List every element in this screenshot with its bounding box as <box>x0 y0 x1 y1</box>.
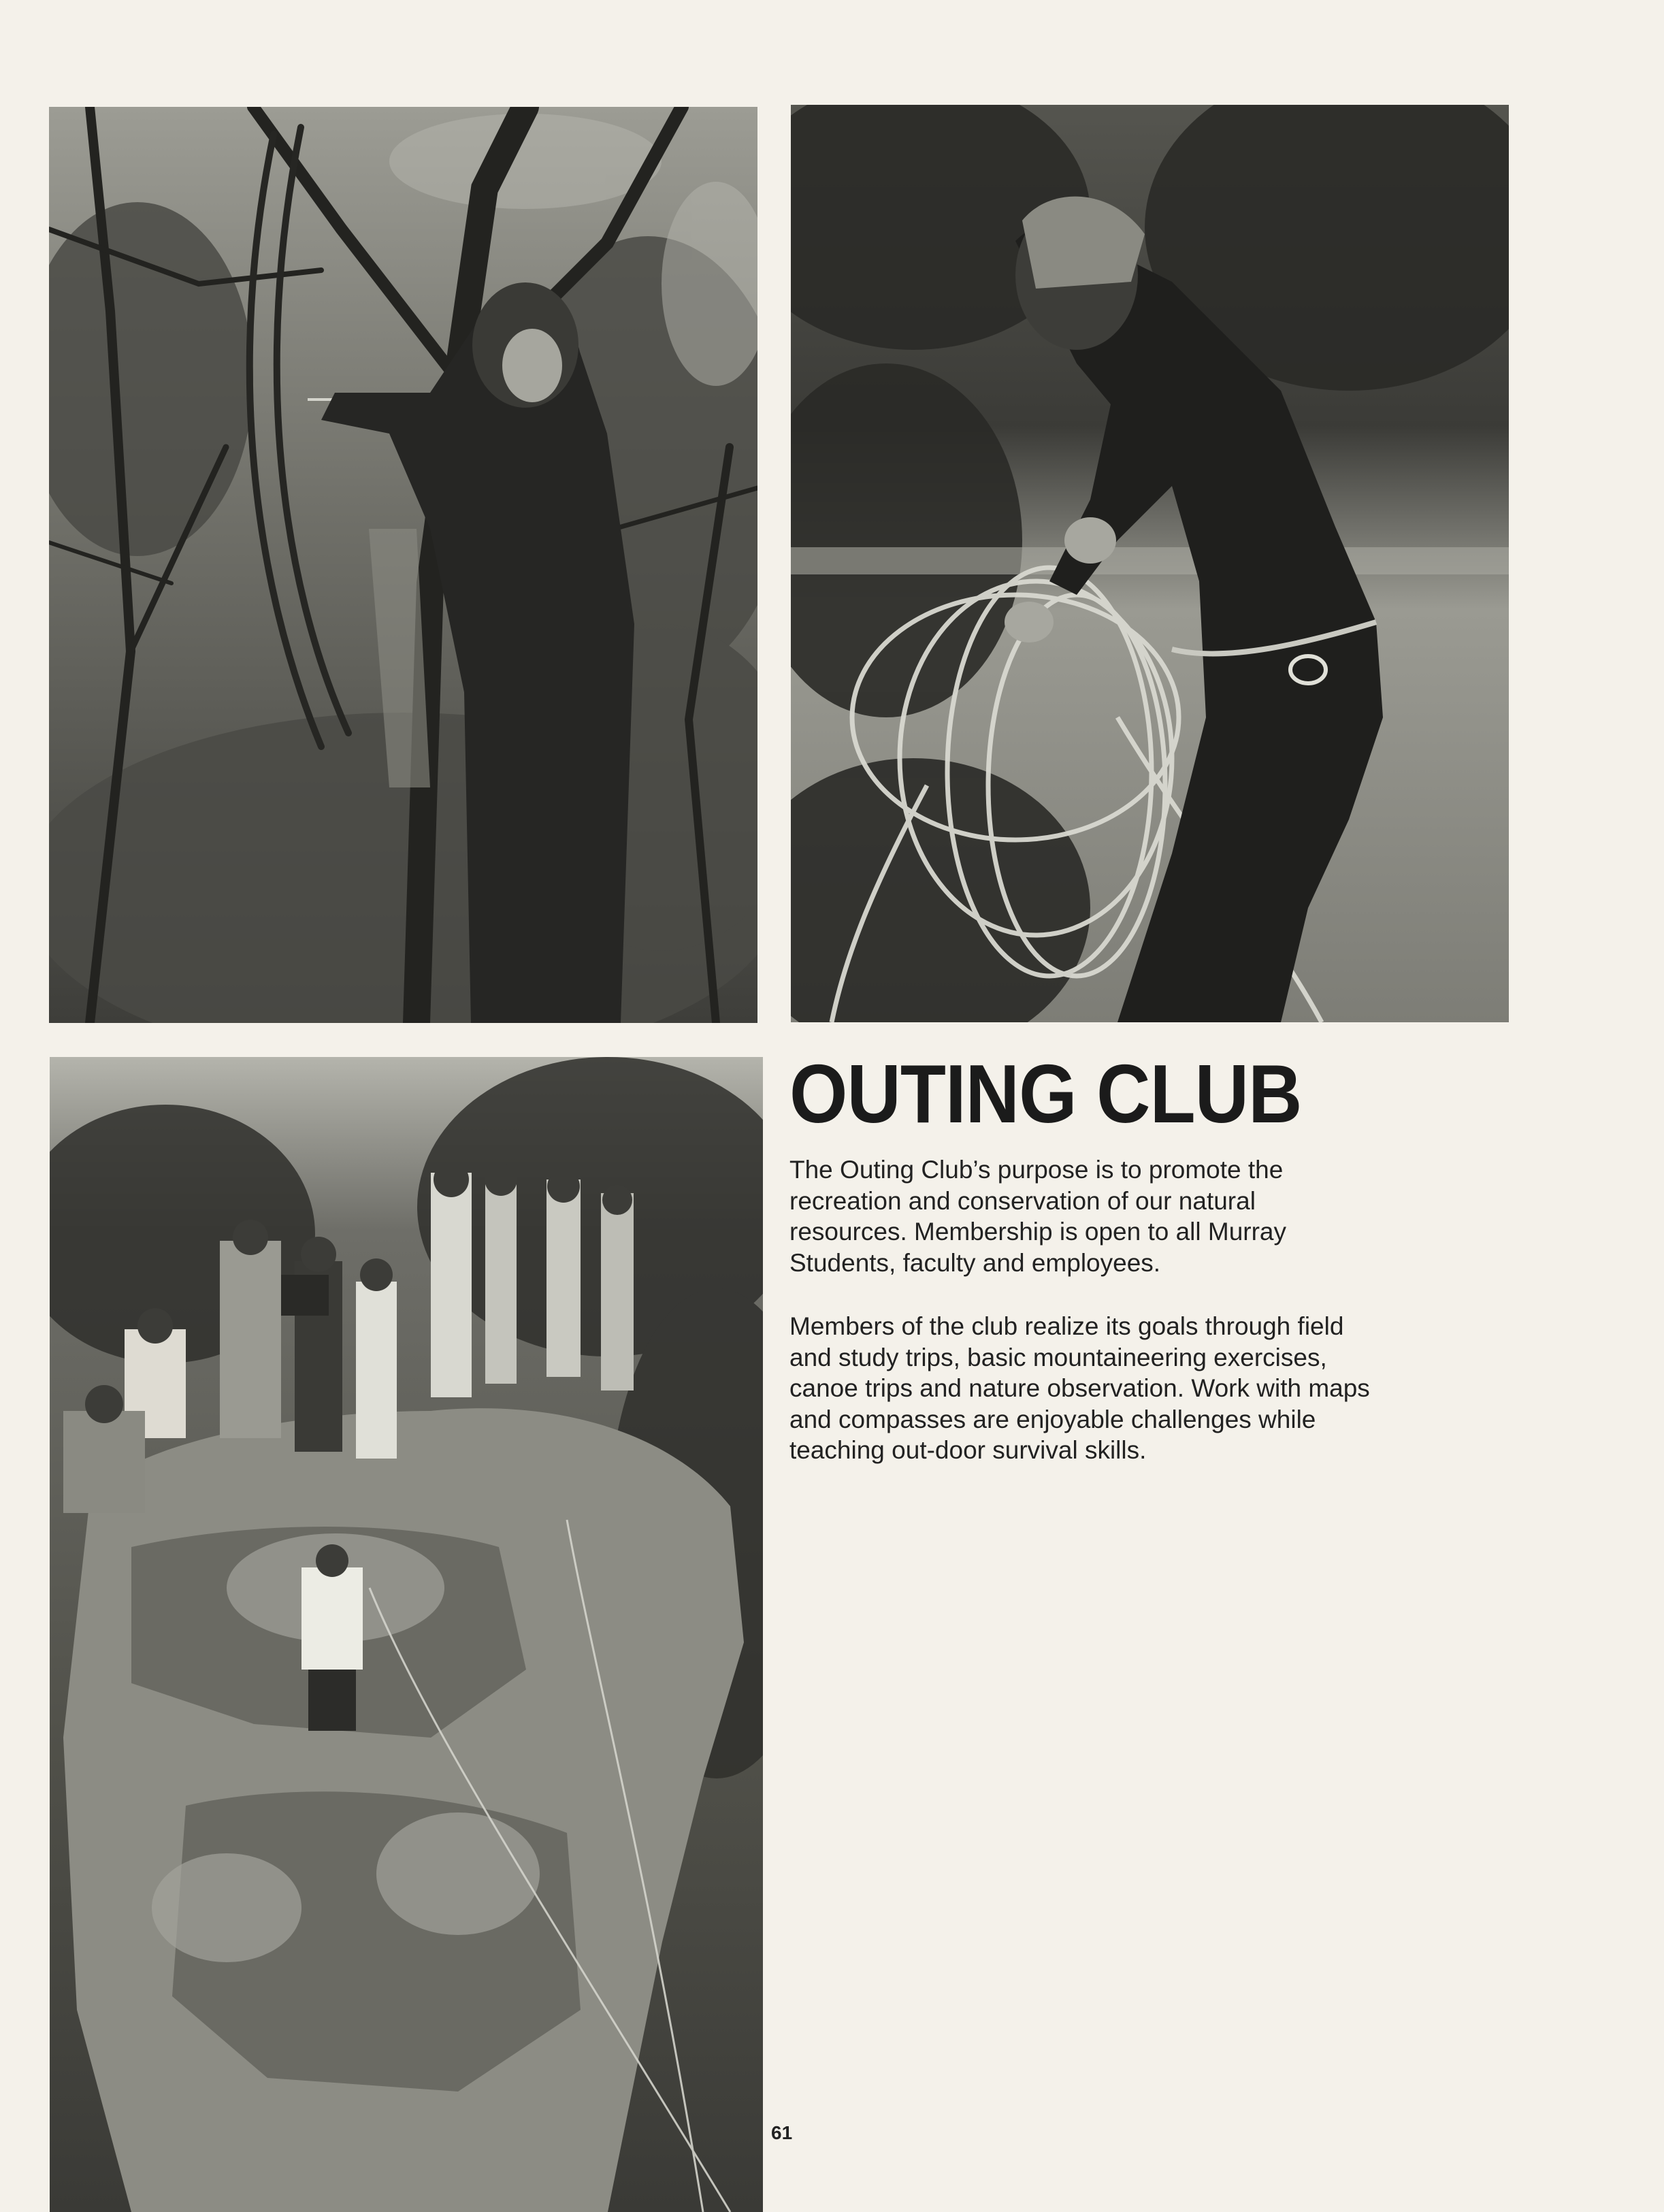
article-paragraph-activities: Members of the club realize its goals through field and study trips, basic mountaineering exercises, canoe trips and nature observation. Work with maps and compasses are enjoyable challenges while teaching out-door survival skills. <box>789 1312 1370 1464</box>
archer-photo-illustration <box>49 107 757 1023</box>
climber-photo-illustration <box>791 105 1509 1022</box>
page-number: 61 <box>771 2122 793 2143</box>
group-on-rocks-photo <box>50 1057 763 2212</box>
archer-photo <box>49 107 757 1023</box>
article-paragraph-purpose: The Outing Club’s purpose is to promote the recreation and conservation of our natural resources. Membership is open to all Murray Students, faculty and employees. <box>789 1156 1287 1277</box>
article-title: OUTING CLUB <box>789 1047 1302 1140</box>
climber-photo <box>791 105 1509 1022</box>
group-photo-illustration <box>50 1057 763 2212</box>
